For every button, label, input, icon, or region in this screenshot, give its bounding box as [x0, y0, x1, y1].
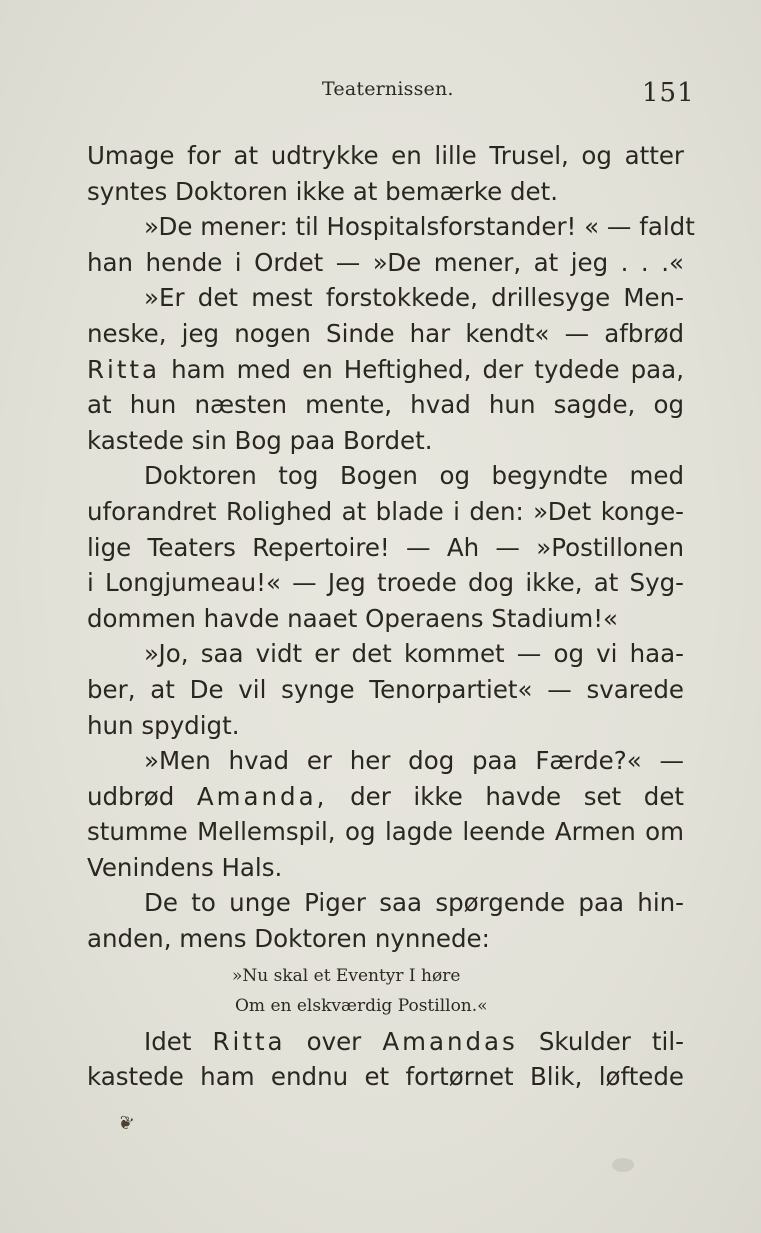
verse-line: Om en elskværdig Postillon.«	[235, 995, 488, 1016]
text-line: at hun næsten mente, hvad hun sagde, og	[87, 390, 684, 420]
text-fragment: der ikke havde set det	[350, 781, 684, 811]
verse-block	[232, 961, 684, 1021]
text-line: ber, at De vil synge Tenorpartiet« — svarede	[87, 674, 684, 704]
text-line: Umage for at udtrykke en lille Trusel, og atter	[87, 141, 684, 170]
text-line: »Er det mest forstokkede, drillesyge Men-	[144, 283, 684, 313]
text-line: kastede sin Bog paa Bordet.	[87, 425, 433, 455]
verse-line: »Nu skal et Eventyr I høre	[232, 965, 461, 986]
text-line: »De mener: til Hospitalsforstander! « — faldt	[144, 212, 695, 242]
paper-smudge	[612, 1158, 634, 1172]
text-line: Doktoren tog Bogen og begyndte med	[144, 461, 684, 491]
text-line: lige Teaters Repertoire! — Ah — »Postillonen	[87, 532, 684, 562]
name-ritta: Ritta	[87, 354, 161, 384]
name-amanda: Amanda,	[196, 781, 328, 811]
text-line: »Jo, saa vidt er det kommet — og vi haa-	[144, 639, 684, 669]
text-line: han hende i Ordet — »De mener, at jeg . . .«	[87, 247, 684, 277]
name-ritta: Ritta	[212, 1026, 286, 1056]
body-text	[87, 138, 695, 1095]
text-line: i Longjumeau!« — Jeg troede dog ikke, at Syg-	[87, 568, 684, 598]
name-amandas: Amandas	[382, 1026, 518, 1056]
page-number: 151	[642, 78, 695, 108]
text-fragment: Skulder til-	[538, 1026, 684, 1056]
page-header	[0, 78, 761, 108]
text-line: syntes Doktoren ikke at bemærke det.	[87, 176, 558, 206]
text-line: anden, mens Doktoren nynnede:	[87, 924, 490, 954]
text-line: uforandret Rolighed at blade i den: »Det konge-	[87, 496, 684, 526]
text-line: kastede ham endnu et fortørnet Blik, løftede	[87, 1062, 684, 1092]
text-line	[87, 1024, 684, 1060]
text-line: neske, jeg nogen Sinde har kendt« — afbrød	[87, 318, 684, 348]
text-line: hun spydigt.	[87, 710, 240, 740]
text-line: dommen havde naaet Operaens Stadium!«	[87, 603, 619, 633]
text-line: stumme Mellemspil, og lagde leende Armen om	[87, 817, 684, 847]
running-title: Teaternissen.	[322, 78, 454, 100]
text-line: »Men hvad er her dog paa Færde?« —	[144, 746, 684, 776]
text-line	[87, 352, 684, 388]
text-fragment: Idet	[144, 1026, 192, 1056]
text-fragment: ham med en Heftighed, der tydede paa,	[171, 354, 684, 384]
text-line	[87, 779, 684, 815]
text-line: De to unge Piger saa spørgende paa hin-	[144, 888, 684, 918]
text-line: Venindens Hals.	[87, 852, 283, 882]
text-fragment: udbrød	[87, 781, 175, 811]
text-fragment: over	[306, 1026, 362, 1056]
printer-mark-icon: ❦	[114, 1111, 137, 1136]
